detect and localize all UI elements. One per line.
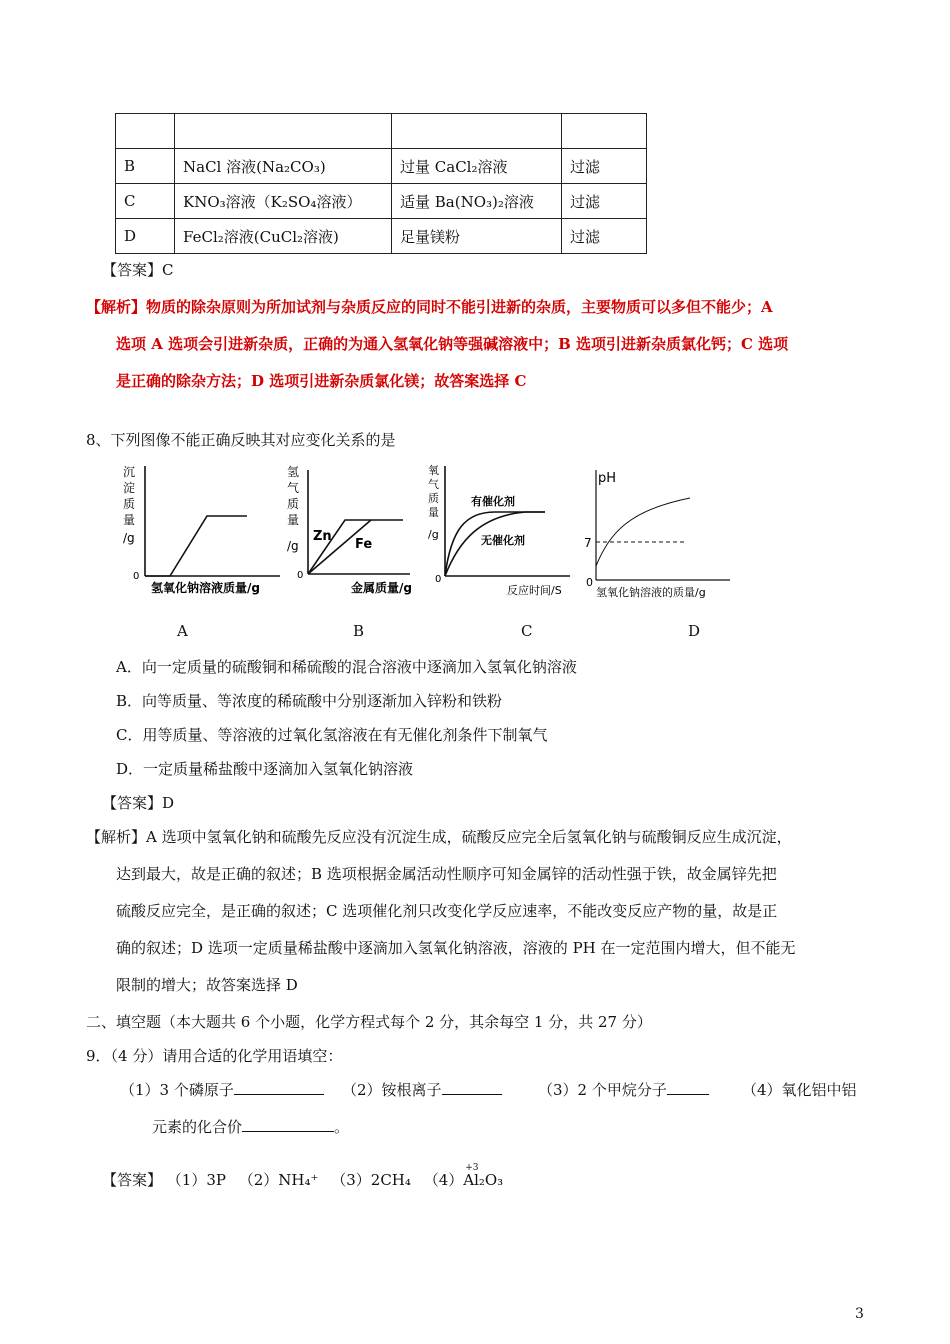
table-row [116, 219, 647, 254]
table-cell [392, 114, 562, 149]
q9-answer-1: （1）3P [166, 1171, 226, 1189]
table-cell: 过滤 [562, 219, 647, 254]
q9-answer-label: 【答案】 [102, 1171, 163, 1189]
q8-option-a: A．向一定质量的硫酸铜和稀硫酸的混合溶液中逐滴加入氢氧化钠溶液 [116, 658, 577, 676]
graph-d-seven: 7 [584, 536, 592, 550]
table-cell: NaCl 溶液(Na₂CO₃) [175, 149, 392, 184]
q8-answer: 【答案】D [102, 794, 175, 812]
table-cell: 过量 CaCl₂溶液 [392, 149, 562, 184]
table-cell: C [116, 184, 175, 219]
q8-analysis-line: 确的叙述；D 选项一定质量稀盐酸中逐滴加入氢氧化钠溶液，溶液的 PH 在一定范围内增大，但不能无 [116, 939, 796, 957]
graph-a-ylabel: 量 [123, 513, 136, 527]
graph-d-curve [596, 498, 690, 566]
q9-blank-4[interactable] [242, 1117, 334, 1132]
q8-option-c: C．用等质量、等溶液的过氧化氢溶液在有无催化剂条件下制氧气 [116, 726, 548, 744]
graph-a-ylabel: 沉 [123, 465, 136, 479]
q9-answer [102, 1163, 504, 1190]
graph-b-ylabel: 氢 [287, 465, 300, 479]
q9-part-4-cont [152, 1117, 349, 1137]
graph-a-xlabel: 氢氧化钠溶液质量/g [151, 581, 260, 595]
graph-a-ylabel: /g [123, 531, 135, 545]
q7-analysis-line: 是正确的除杂方法；D 选项引进新杂质氯化镁；故答案选择 C [116, 372, 527, 390]
q9-answer-4-prefix: （4） [423, 1171, 464, 1189]
table-row [116, 114, 647, 149]
q9-blank-2[interactable] [442, 1080, 502, 1095]
table-cell: 适量 Ba(NO₃)₂溶液 [392, 184, 562, 219]
table-cell [562, 114, 647, 149]
q9-blank-1[interactable] [234, 1080, 324, 1095]
q8-analysis-line: 【解析】A 选项中氢氧化钠和硫酸先反应没有沉淀生成，硫酸反应完全后氢氧化钠与硫酸铜反应生成沉淀， [86, 828, 792, 846]
graph-a-caption: A [177, 622, 188, 640]
graph-c-ylabel: 量 [428, 506, 439, 519]
graph-c-nocatalyst-label: 无催化剂 [481, 534, 525, 547]
graph-b [285, 462, 415, 608]
q9-part-2-label: （2）铵根离子 [342, 1081, 442, 1099]
q9-stem: 9．（4 分）请用合适的化学用语填空： [86, 1047, 343, 1065]
valence-mark: +3 [465, 1163, 479, 1173]
graph-c-xlabel: 反应时间/S [507, 584, 562, 597]
q7-analysis-line: 选项 A 选项会引进新杂质，正确的为通入氢氧化钠等强碱溶液中；B 选项引进新杂质氯化钙；C 选项 [116, 335, 789, 353]
q8-option-d: D．一定质量稀盐酸中逐滴加入氢氧化钠溶液 [116, 760, 414, 778]
table-cell: KNO₃溶液（K₂SO₄溶液） [175, 184, 392, 219]
graph-b-zn-label: Zn [313, 529, 332, 544]
table-cell [116, 114, 175, 149]
table-cell: 足量镁粉 [392, 219, 562, 254]
graph-a-ylabel: 淀 [123, 481, 136, 495]
page-number: 3 [855, 1306, 864, 1322]
q9-blank-3[interactable] [667, 1080, 709, 1095]
graph-c-caption: C [521, 622, 533, 640]
graph-a-origin: 0 [133, 571, 140, 582]
table-cell: FeCl₂溶液(CuCl₂溶液) [175, 219, 392, 254]
q9-part-3-label: （3）2 个甲烷分子 [538, 1081, 667, 1099]
reagent-table [115, 113, 647, 254]
q9-answer-3: （3）2CH₄ [331, 1171, 411, 1189]
graph-c-ylabel: /g [428, 528, 439, 541]
graph-c [425, 460, 575, 608]
graph-d-origin: 0 [586, 576, 593, 589]
graph-b-ylabel: /g [287, 539, 299, 553]
table-row [116, 149, 647, 184]
graph-b-origin: 0 [297, 570, 304, 581]
table-row [116, 184, 647, 219]
table-cell [175, 114, 392, 149]
graph-b-caption: B [353, 622, 365, 640]
table-cell: 过滤 [562, 149, 647, 184]
q8-analysis-line: 硫酸反应完全，是正确的叙述；C 选项催化剂只改变化学反应速率，不能改变反应产物的量，故是正 [116, 902, 778, 920]
alumina-formula: Al₂O₃ [463, 1171, 504, 1189]
q9-part-4: （4）氧化铝中铝 [742, 1081, 857, 1099]
q7-answer: 【答案】C [102, 261, 174, 279]
q8-analysis-line: 达到最大，故是正确的叙述；B 选项根据金属活动性顺序可知金属锌的活动性强于铁，故金属锌先把 [116, 865, 777, 883]
q9-end: 。 [334, 1118, 350, 1136]
graph-c-ylabel: 质 [428, 492, 439, 505]
graph-c-catalyst-label: 有催化剂 [471, 495, 515, 508]
q9-part-1-label: （1）3 个磷原子 [120, 1081, 234, 1099]
graph-a-curve [145, 516, 247, 576]
section-heading: 二、填空题（本大题共 6 个小题，化学方程式每个 2 分，其余每空 1 分，共 27 分） [86, 1013, 652, 1031]
graph-c-ylabel: 气 [428, 478, 439, 491]
q9-part-3 [538, 1080, 709, 1100]
q9-part-2 [342, 1080, 502, 1100]
graph-b-ylabel: 量 [287, 513, 300, 527]
q7-analysis-line: 【解析】物质的除杂原则为所加试剂与杂质反应的同时不能引进新的杂质，主要物质可以多但不能少；A [86, 298, 773, 316]
q9-answer-4 [463, 1163, 504, 1190]
graph-d [580, 462, 740, 608]
graph-d-xlabel: 氢氧化钠溶液的质量/g [596, 586, 706, 599]
graph-d-ylabel: pH [598, 471, 617, 486]
graph-b-fe-label: Fe [355, 537, 373, 552]
graph-b-ylabel: 质 [287, 497, 300, 511]
q9-part-4b-label: 元素的化合价 [152, 1118, 243, 1136]
table-cell: B [116, 149, 175, 184]
q9-part-1 [120, 1080, 324, 1100]
table-cell: D [116, 219, 175, 254]
q9-answer-2: （2）NH₄⁺ [238, 1171, 319, 1189]
q8-stem: 8、下列图像不能正确反映其对应变化关系的是 [86, 431, 396, 449]
graph-b-ylabel: 气 [287, 481, 300, 495]
table-cell: 过滤 [562, 184, 647, 219]
graph-d-caption: D [688, 622, 701, 640]
q8-analysis-line: 限制的增大；故答案选择 D [116, 976, 298, 994]
graph-b-xlabel: 金属质量/g [351, 581, 412, 595]
q8-option-b: B．向等质量、等浓度的稀硫酸中分别逐渐加入锌粉和铁粉 [116, 692, 503, 710]
graph-c-origin: 0 [435, 574, 442, 585]
graph-a [115, 458, 285, 608]
graph-c-ylabel: 氧 [428, 464, 439, 477]
graph-a-ylabel: 质 [123, 497, 136, 511]
